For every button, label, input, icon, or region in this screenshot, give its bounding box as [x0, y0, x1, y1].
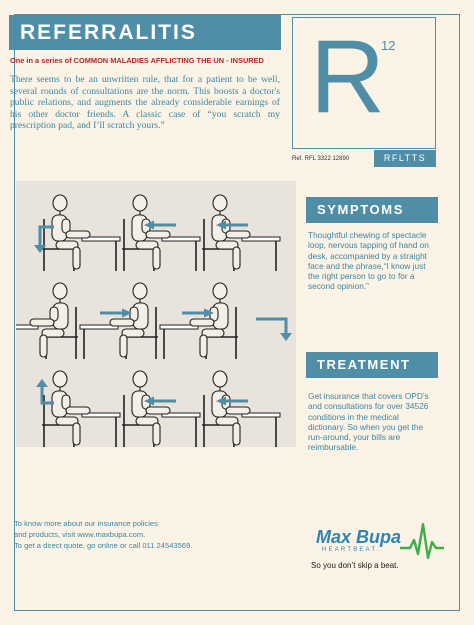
element-code: RFLTTS	[374, 150, 436, 167]
seated-mannequin	[110, 283, 158, 359]
seated-mannequin	[202, 371, 250, 447]
brand-logo-name: Max Bupa	[316, 527, 402, 547]
desk	[82, 413, 120, 447]
arrow-right-icon	[182, 309, 214, 318]
contact-line-1: To know more about our insurance policies	[14, 519, 158, 528]
arrow-turn-down-icon	[256, 319, 286, 335]
reference-number: Ref. RFL 3322 12890	[292, 156, 350, 162]
symptoms-heading: SYMPTOMS	[306, 197, 438, 223]
element-symbol: R	[310, 19, 386, 135]
treatment-heading: TREATMENT	[306, 352, 438, 378]
referral-illustration	[16, 181, 296, 447]
desk	[160, 325, 198, 359]
series-subtitle: One in a series of COMMON MALADIES AFFLICTING THE UN - INSURED	[10, 56, 264, 65]
seated-mannequin	[190, 283, 238, 359]
contact-line-2: and products, visit www.maxbupa.com.	[14, 530, 146, 539]
heartbeat-icon	[400, 520, 444, 564]
page-title: REFERRALITIS	[9, 15, 281, 50]
intro-paragraph: There seems to be an unwritten rule, that for a patient to be well, several rounds of consultations are the norm. This boosts a doctor's public relations, and augments the already considerable earnings of his other doctor friends. A classic case of “you scratch my prescription pad, and I’ll scratch yours.”	[10, 74, 280, 132]
seated-mannequin	[42, 195, 90, 271]
desk	[16, 325, 38, 359]
desk	[80, 325, 118, 359]
desk	[82, 237, 120, 271]
brand-logo-sub: HEARTBEAT.	[322, 547, 381, 553]
desk	[242, 413, 280, 447]
seated-mannequin	[122, 195, 170, 271]
desk	[162, 237, 200, 271]
contact-line-3: To get a direct quote, go online or call 011 24543569.	[14, 541, 193, 550]
desk	[162, 413, 200, 447]
element-number: 12	[381, 38, 396, 53]
contact-info	[14, 518, 254, 551]
desk	[242, 237, 280, 271]
treatment-text: Get insurance that covers OPD’s and consultations for over 34526 conditions in the medical dictionary. So when you get the run-around, your bills are reimbursable.	[308, 391, 429, 453]
periodic-element-box	[292, 17, 436, 149]
symptoms-text: Thoughtful chewing of spectacle loop, nervous tapping of hand on desk, accompanied by a straight face and the phrase,“I know just the right person to go to for a second opinion.”	[308, 230, 429, 292]
seated-mannequin	[122, 371, 170, 447]
arrow-right-icon	[100, 309, 132, 318]
referral-illustration-svg	[16, 181, 296, 447]
seated-mannequin	[42, 371, 90, 447]
seated-mannequin	[202, 195, 250, 271]
seated-mannequin	[30, 283, 78, 359]
brand-tagline: So you don’t skip a beat.	[311, 561, 399, 570]
